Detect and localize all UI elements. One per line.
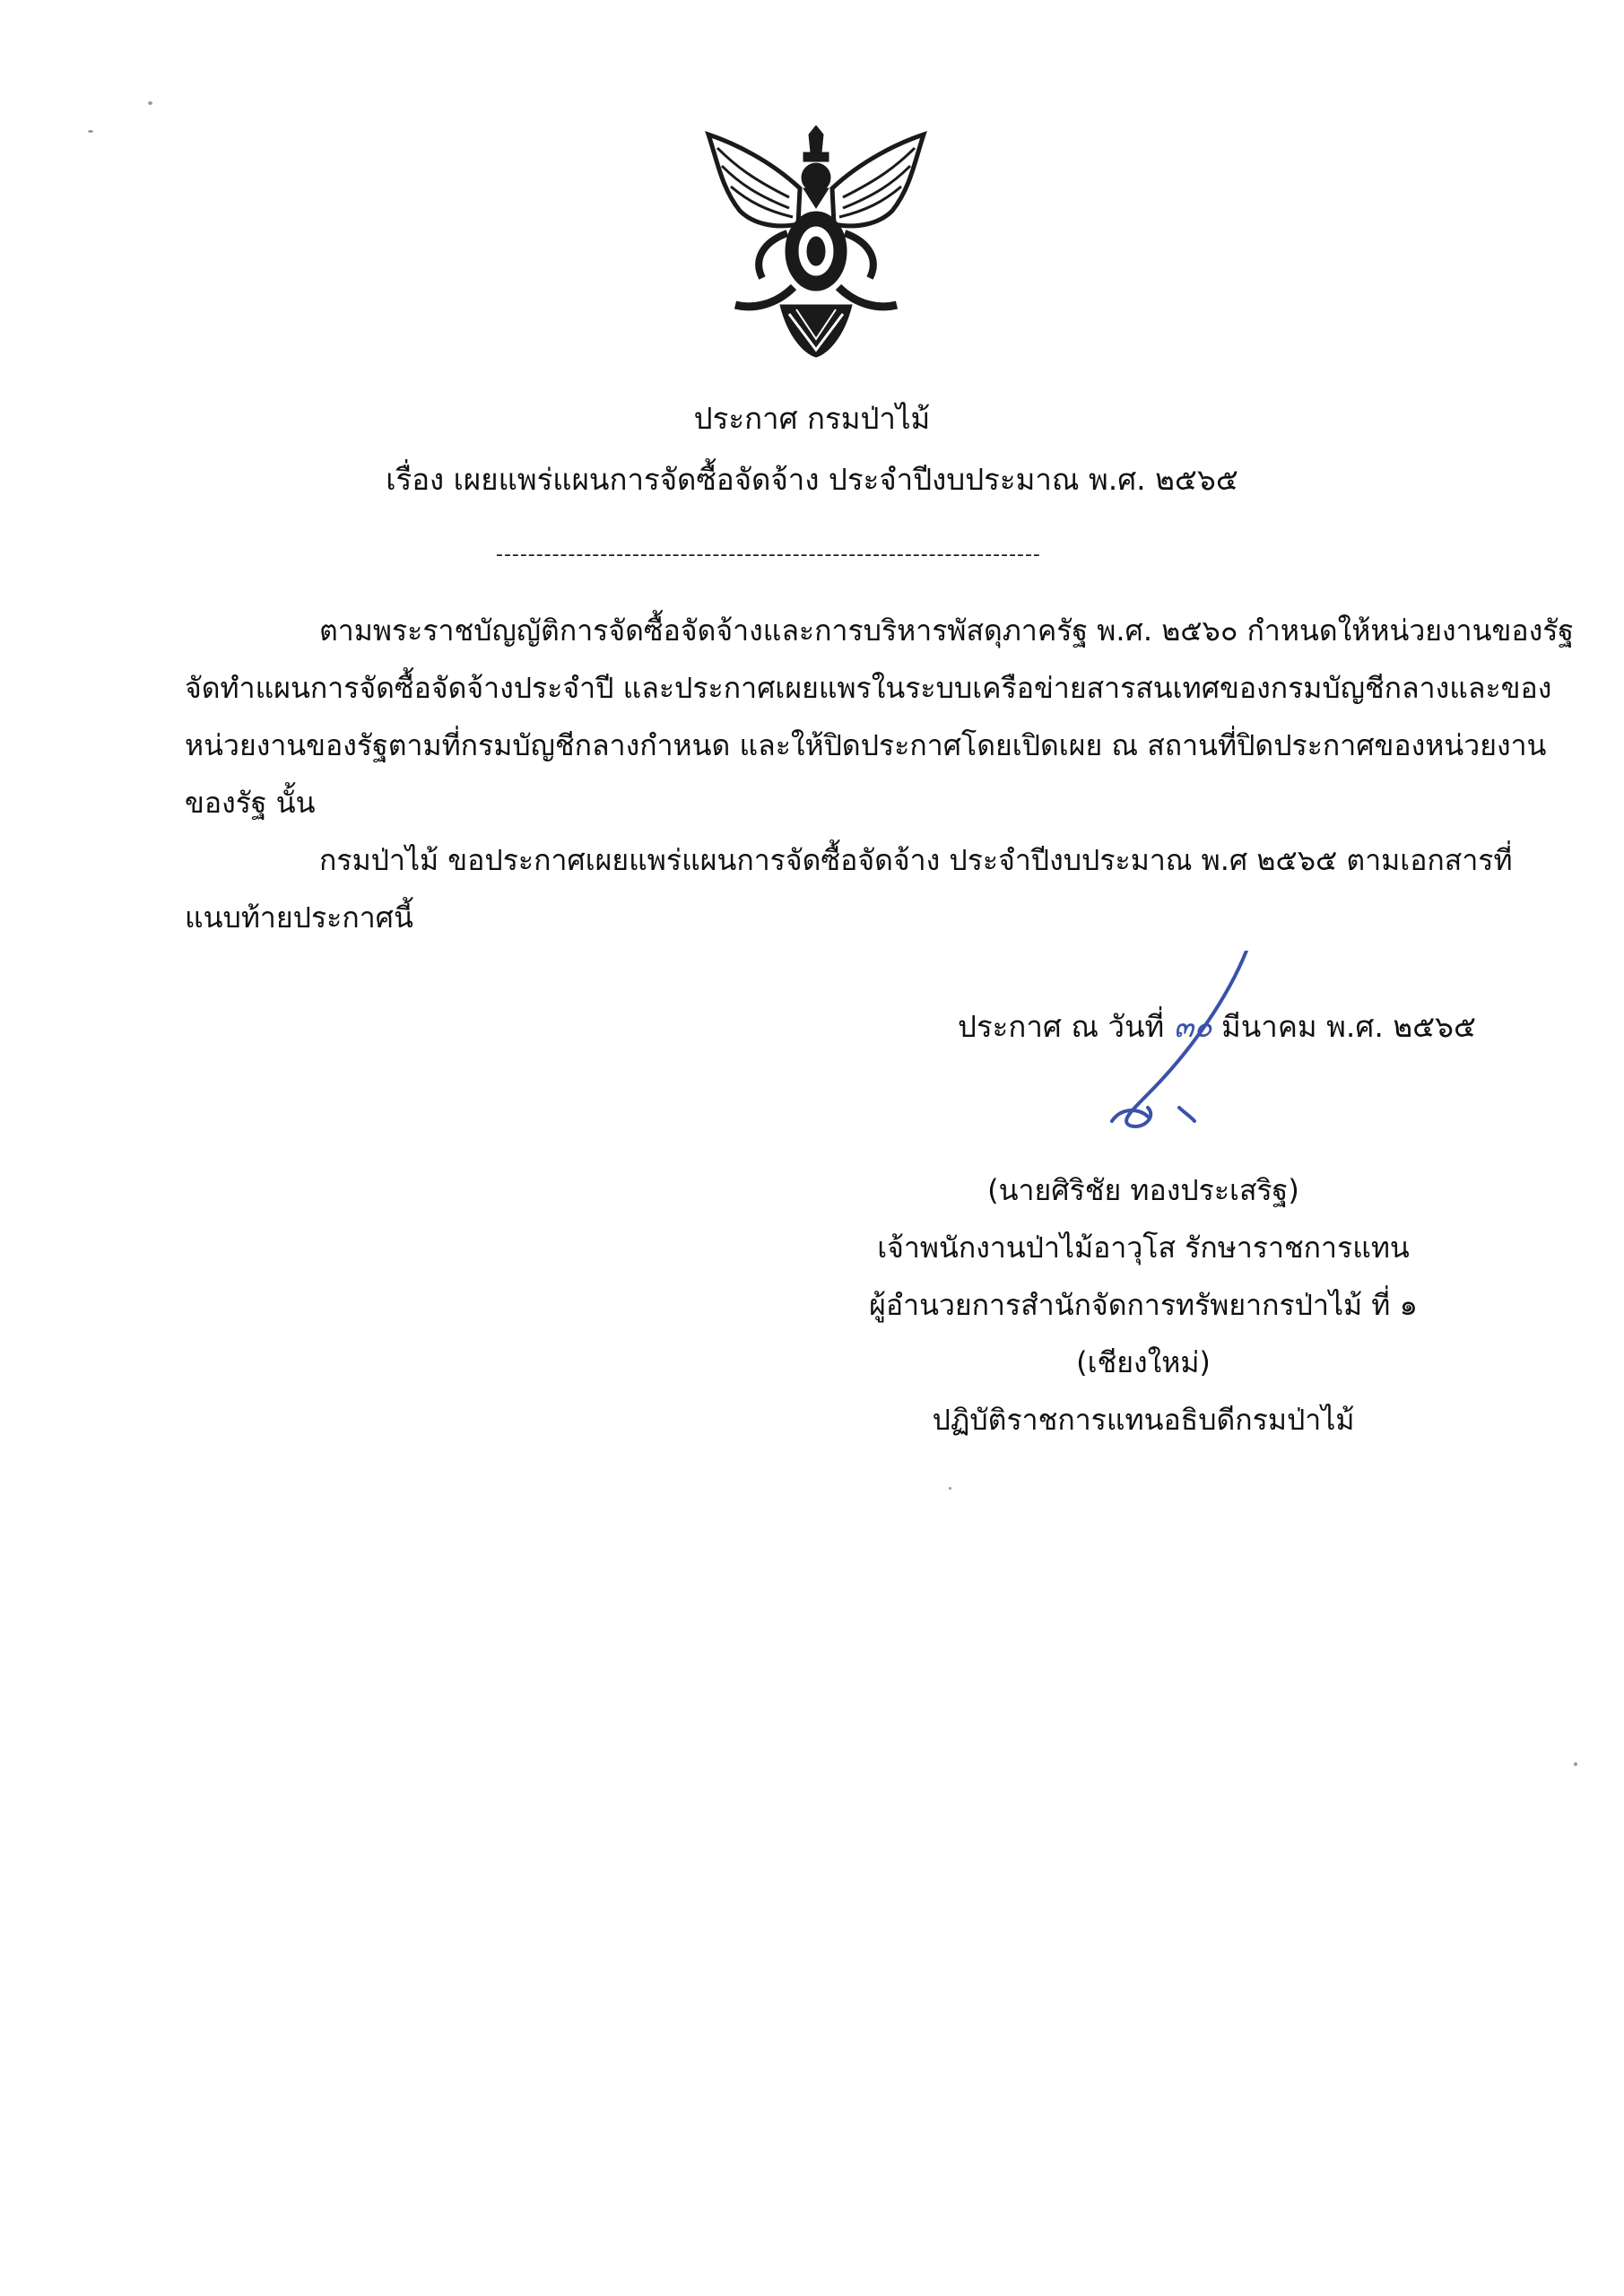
subject-line: เรื่อง เผยแพร่แผนการจัดซื้อจัดจ้าง ประจำปีงบประมาณ พ.ศ. ๒๕๖๕ [386,462,1238,497]
signatory-position: (เชียงใหม่) [1076,1345,1211,1379]
paragraph1-line: หน่วยงานของรัฐตามที่กรมบัญชีกลางกำหนด และให้ปิดประกาศโดยเปิดเผย ณ สถานที่ปิดประกาศของหน่วยงาน [185,728,1547,762]
paragraph1-line: ตามพระราชบัญญัติการจัดซื้อจัดจ้างและการบริหารพัสดุภาครัฐ พ.ศ. ๒๕๖๐ กำหนดให้หน่วยงานของรัฐ [319,613,1575,648]
date-suffix: มีนาคม พ.ศ. ๒๕๖๕ [1221,1009,1476,1044]
scan-speck [88,130,93,133]
paragraph1-line: ของรัฐ นั้น [185,786,316,820]
handwritten-day: ๓๐ [1173,1009,1212,1044]
issuer-title: ประกาศ กรมป่าไม้ [693,401,931,436]
scan-speck [148,101,152,105]
paragraph2-line: กรมป่าไม้ ขอประกาศเผยแพร่แผนการจัดซื้อจัดจ้าง ประจำปีงบประมาณ พ.ศ ๒๕๖๕ ตามเอกสารที่ [319,843,1513,877]
signatory-name: (นายศิริชัย ทองประเสริฐ) [987,1173,1299,1207]
garuda-emblem-icon [699,126,933,359]
scan-speck [1574,1762,1577,1766]
paragraph1-line: จัดทำแผนการจัดซื้อจัดจ้างประจำปี และประกาศเผยแพรในระบบเครือข่ายสารสนเทศของกรมบัญชีกลางและของ [185,671,1552,705]
scan-speck [949,1487,951,1490]
paragraph2-line: แนบท้ายประกาศนี้ [185,900,413,935]
date-prefix: ประกาศ ณ วันที่ [958,1009,1165,1044]
signatory-position: เจ้าพนักงานป่าไม้อาวุโส รักษาราชการแทน [877,1231,1410,1265]
header-separator: -------------------------------------------------------------------- [496,544,1041,566]
signatory-position: ปฏิบัติราชการแทนอธิบดีกรมป่าไม้ [932,1403,1355,1437]
handwritten-signature [1094,951,1255,1148]
signatory-position: ผู้อำนวยการสำนักจัดการทรัพยากรป่าไม้ ที่ ๑ [869,1288,1418,1322]
